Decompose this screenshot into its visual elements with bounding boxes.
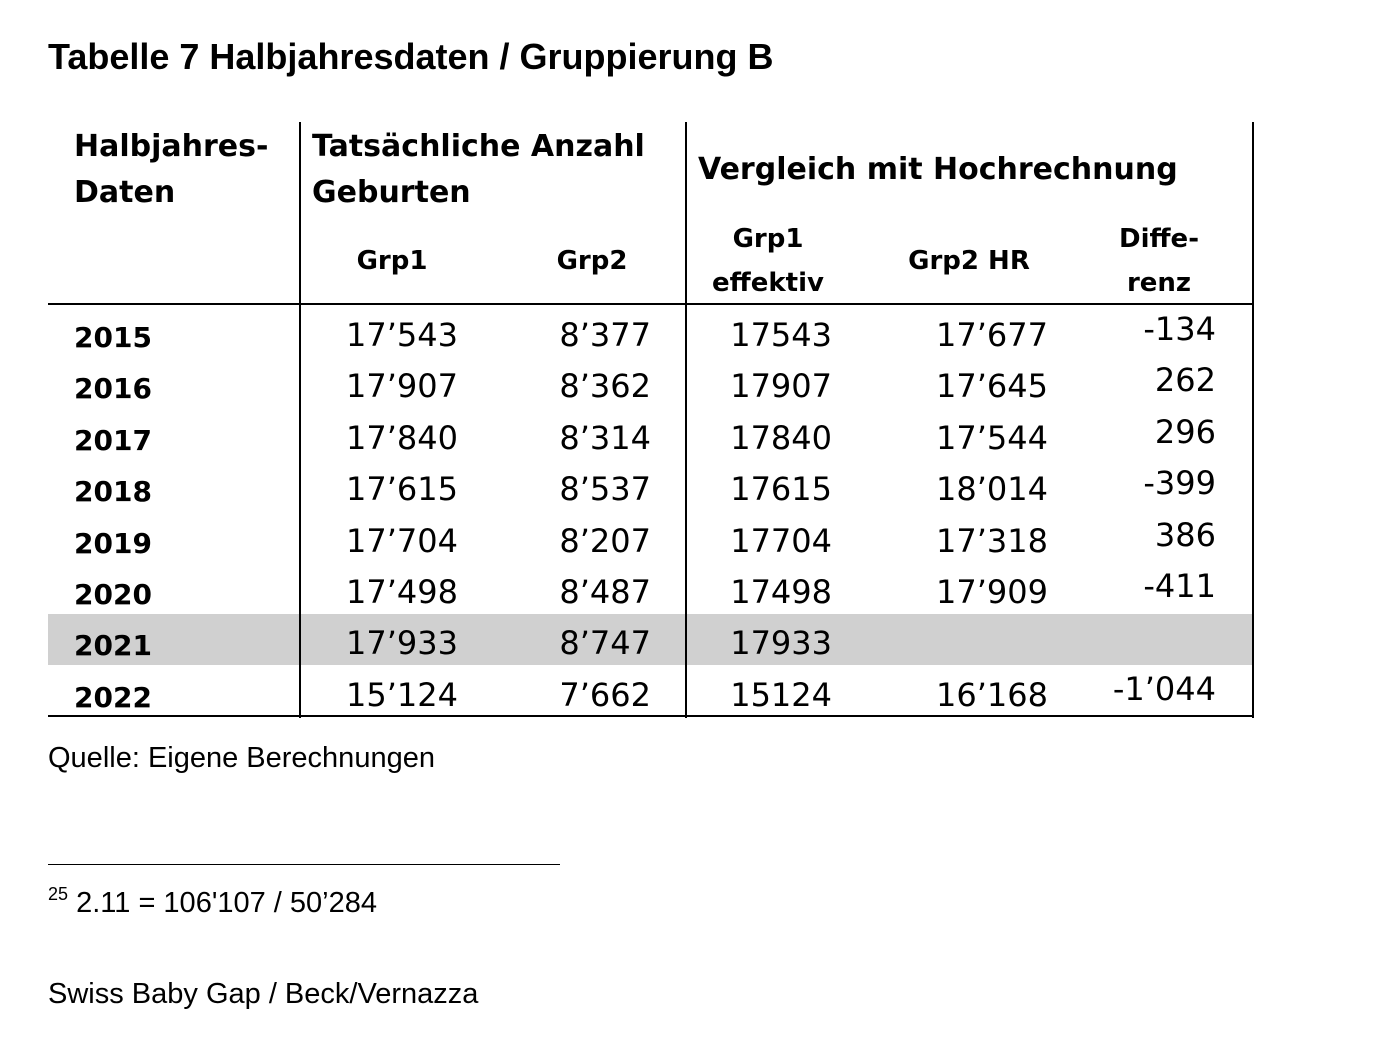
cell-grp1-effektiv: 17933 [730, 624, 832, 663]
cell-year: 2022 [74, 680, 152, 714]
cell-differenz [1016, 612, 1216, 663]
cell-differenz: 296 [1154, 412, 1216, 451]
cell-grp2-hr: 17’544 [936, 418, 1048, 457]
header-date-line2: Daten [74, 175, 176, 210]
cell-year: 2015 [74, 321, 152, 354]
cell-year: 2018 [74, 475, 152, 509]
header-actual-line2: Geburten [312, 175, 471, 210]
cell-grp2: 8’207 [559, 521, 651, 560]
cell-grp1-effektiv: 17543 [730, 316, 832, 354]
cell-grp1-effektiv: 17840 [730, 418, 832, 457]
cell-grp1: 17’498 [346, 573, 458, 611]
cell-year: 2020 [74, 578, 152, 611]
cell-year: 2021 [74, 629, 152, 663]
cell-grp1: 17’933 [346, 624, 458, 663]
source-note: Quelle: Eigene Berechnungen [48, 742, 435, 774]
cell-year: 2016 [74, 372, 152, 406]
footnote-separator [48, 864, 560, 865]
subheader-diff-line2: renz [1126, 268, 1192, 298]
cell-differenz: -399 [1143, 464, 1216, 503]
cell-grp1-effektiv: 17615 [730, 470, 832, 509]
cell-grp2: 8’747 [559, 624, 651, 663]
cell-grp2-hr: 17’645 [936, 367, 1048, 406]
cell-grp2: 7’662 [559, 675, 651, 714]
cell-grp1-effektiv: 15124 [730, 675, 832, 714]
table-right-border [1252, 122, 1254, 718]
subheader-grp2-hr: Grp2 HR [908, 246, 1030, 276]
cell-grp1: 17’704 [346, 521, 458, 560]
cell-differenz: 262 [1154, 361, 1216, 400]
cell-grp1: 17’907 [346, 367, 458, 406]
cell-grp2-hr: 18’014 [936, 470, 1048, 509]
subheader-grp2: Grp2 [556, 246, 628, 276]
footnote-number: 25 [48, 884, 69, 904]
cell-year: 2019 [74, 526, 152, 560]
cell-grp2-hr: 17’318 [936, 521, 1048, 560]
cell-grp2: 8’487 [559, 573, 651, 611]
cell-grp2: 8’362 [559, 367, 651, 406]
cell-grp1: 15’124 [346, 675, 458, 714]
cell-differenz: -411 [1143, 567, 1216, 605]
cell-grp1: 17’615 [346, 470, 458, 509]
page-title: Tabelle 7 Halbjahresdaten / Gruppierung B [48, 36, 774, 77]
subheader-grp1: Grp1 [356, 246, 428, 276]
cell-differenz: 386 [1154, 515, 1216, 554]
header-actual-line1: Tatsächliche Anzahl [312, 129, 645, 164]
page-footer: Swiss Baby Gap / Beck/Vernazza [48, 978, 479, 1010]
cell-grp2-hr: 17’677 [936, 316, 1048, 354]
cell-grp1: 17’543 [346, 316, 458, 354]
cell-grp2-hr: 16’168 [936, 675, 1048, 714]
cell-grp1-effektiv: 17907 [730, 367, 832, 406]
subheader-grp1-eff-line1: Grp1 [732, 224, 804, 254]
header-date-line1: Halbjahres- [74, 129, 269, 164]
footnote-text: 2.11 = 106'107 / 50’284 [76, 887, 377, 919]
subheader-grp1-eff-line2: effektiv [712, 268, 824, 298]
cell-grp2: 8’537 [559, 470, 651, 509]
cell-grp2-hr: 17’909 [936, 573, 1048, 611]
footnote [48, 884, 377, 920]
cell-grp1-effektiv: 17498 [730, 573, 832, 611]
cell-differenz: -134 [1143, 310, 1216, 348]
cell-differenz: -1’044 [1112, 669, 1216, 708]
cell-grp1: 17’840 [346, 418, 458, 457]
subheader-diff-line1: Diffe- [1119, 224, 1199, 254]
cell-grp2: 8’377 [559, 316, 651, 354]
cell-year: 2017 [74, 423, 152, 457]
cell-grp1-effektiv: 17704 [730, 521, 832, 560]
header-compare: Vergleich mit Hochrechnung [698, 152, 1178, 187]
cell-grp2: 8’314 [559, 418, 651, 457]
